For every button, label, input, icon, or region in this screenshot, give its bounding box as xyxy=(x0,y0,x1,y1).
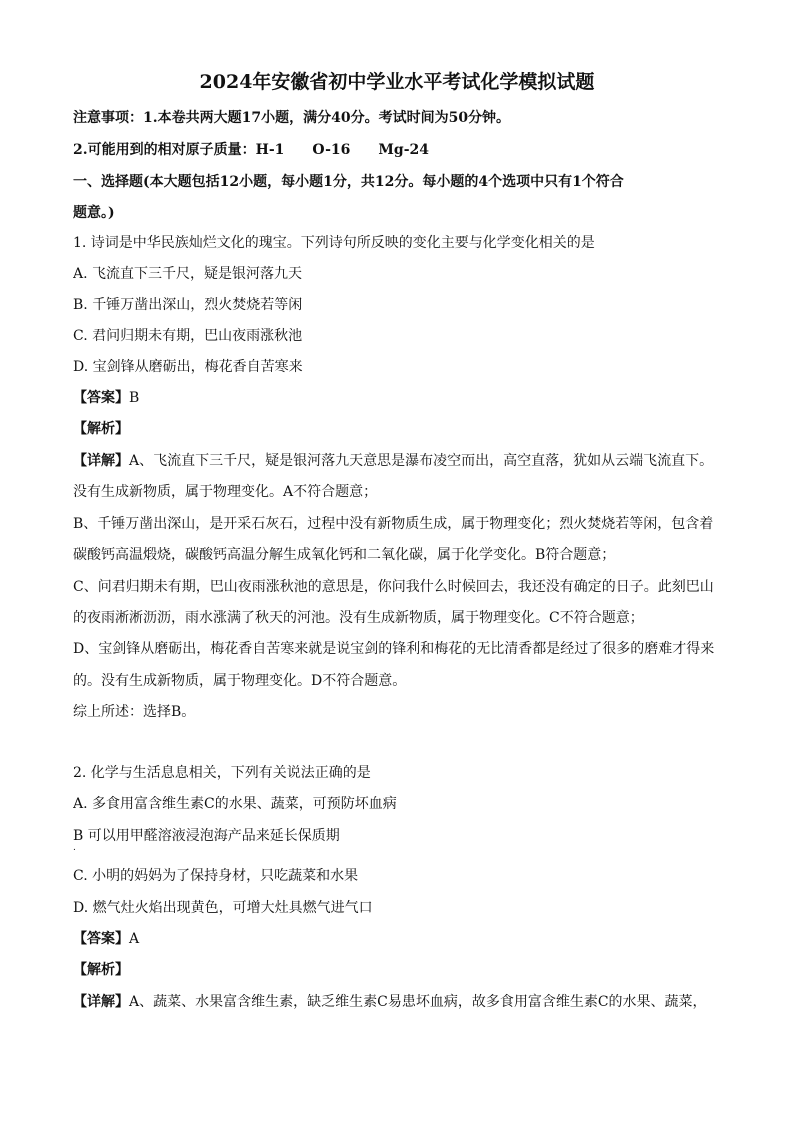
explanation-text: A、飞流直下三千尺，疑是银河落九天意思是瀑布凌空而出，高空直落，犹如从云端飞流直下。 xyxy=(129,453,714,469)
question-1-summary: 综上所述：选择B。 xyxy=(73,704,196,720)
answer-value: B xyxy=(129,390,140,406)
answer-label: 【答案】 xyxy=(73,931,129,947)
question-1-answer xyxy=(73,388,723,408)
atomic-mass-mg: Mg-24 xyxy=(378,142,430,158)
notes-line-1: 注意事项：1.本卷共两大题17小题，满分40分。考试时间为50分钟。 xyxy=(73,110,511,126)
notes-line-2 xyxy=(73,140,723,160)
section-heading-line-2: 题意。) xyxy=(73,205,115,221)
question-1-analysis-label xyxy=(73,419,723,439)
answer-value: A xyxy=(129,931,140,947)
question-1-explanation-line: C、问君归期未有期，巴山夜雨涨秋池的意思是，你问我什么时候回去，我还没有确定的日子。此刻巴山 xyxy=(73,579,714,595)
question-1-stem: 1. 诗词是中华民族灿烂文化的瑰宝。下列诗句所反映的变化主要与化学变化相关的是 xyxy=(73,235,595,251)
question-2-stem: 2. 化学与生活息息相关，下列有关说法正确的是 xyxy=(73,765,371,781)
atomic-mass-o: O-16 xyxy=(312,142,351,158)
stray-mark: . xyxy=(73,843,76,853)
question-2-option-c: C. 小明的妈妈为了保持身材，只吃蔬菜和水果 xyxy=(73,868,359,884)
question-1-explanation-line: 碳酸钙高温煅烧，碳酸钙高温分解生成氧化钙和二氧化碳，属于化学变化。B符合题意； xyxy=(73,547,616,563)
explanation-text: A、蔬菜、水果富含维生素，缺乏维生素C易患坏血病，故多食用富含维生素C的水果、蔬菜， xyxy=(129,994,707,1010)
detail-label: 【详解】 xyxy=(73,994,129,1010)
answer-label: 【答案】 xyxy=(73,390,129,406)
section-heading-line-1: 一、选择题(本大题包括12小题，每小题1分，共12分。每小题的4个选项中只有1个符合 xyxy=(73,174,624,190)
question-2-option-a: A. 多食用富含维生素C的水果、蔬菜，可预防坏血病 xyxy=(73,796,397,812)
analysis-label: 【解析】 xyxy=(73,421,129,437)
atomic-mass-h: 2.可能用到的相对原子质量：H-1 xyxy=(73,142,285,158)
question-1-explanation-line: B、千锤万凿出深山，是开采石灰石，过程中没有新物质生成，属于物理变化；烈火焚烧若等闲，包含着 xyxy=(73,516,714,532)
page-title: 2024年安徽省初中学业水平考试化学模拟试题 xyxy=(199,71,595,93)
question-1-option-c: C. 君问归期未有期，巴山夜雨涨秋池 xyxy=(73,328,303,344)
analysis-label: 【解析】 xyxy=(73,962,129,978)
question-2-answer xyxy=(73,929,723,949)
question-2-option-b: B 可以用甲醛溶液浸泡海产品来延长保质期 xyxy=(73,828,340,844)
question-1-explanation-line: 没有生成新物质，属于物理变化。A不符合题意； xyxy=(73,484,378,500)
question-2-explanation-line xyxy=(73,992,723,1012)
question-1-explanation-line: 的夜雨淅淅沥沥，雨水涨满了秋天的河池。没有生成新物质，属于物理变化。C不符合题意； xyxy=(73,610,644,626)
question-2-analysis-label xyxy=(73,960,723,980)
question-1-option-a: A. 飞流直下三千尺，疑是银河落九天 xyxy=(73,266,303,282)
question-1-explanation-line: D、宝剑锋从磨砺出，梅花香自苦寒来就是说宝剑的锋利和梅花的无比清香都是经过了很多的磨难才得来 xyxy=(73,641,715,657)
question-1-option-d: D. 宝剑锋从磨砺出，梅花香自苦寒来 xyxy=(73,359,303,375)
question-2-option-d: D. 燃气灶火焰出现黄色，可增大灶具燃气进气口 xyxy=(73,900,373,916)
question-1-explanation-line xyxy=(73,451,723,471)
detail-label: 【详解】 xyxy=(73,453,129,469)
question-1-explanation-line: 的。没有生成新物质，属于物理变化。D不符合题意。 xyxy=(73,673,407,689)
question-1-option-b: B. 千锤万凿出深山，烈火焚烧若等闲 xyxy=(73,297,303,313)
